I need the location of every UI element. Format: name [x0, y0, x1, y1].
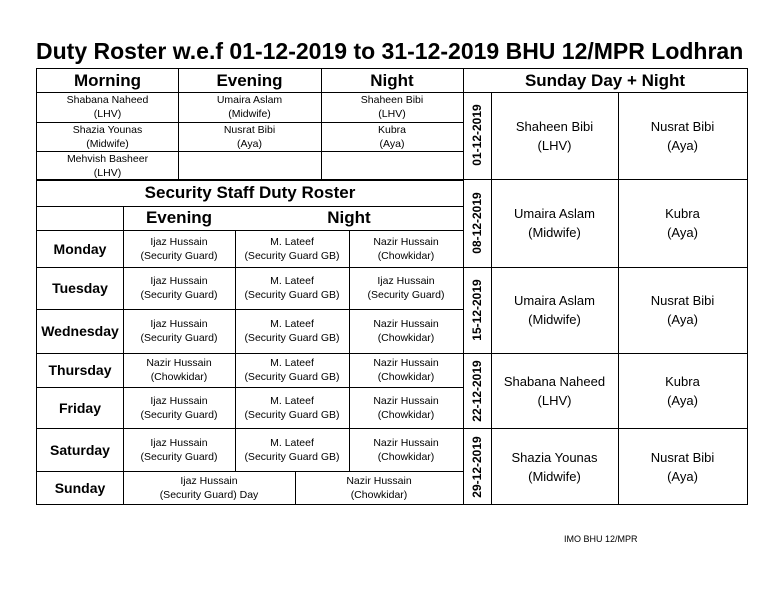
staff-role: (Aya): [667, 137, 698, 153]
staff-name: Ijaz Hussain: [150, 318, 208, 330]
security-cell: [123, 428, 235, 471]
staff-name: Nazir Hussain: [373, 235, 439, 248]
staff-name: Ijaz Hussain: [150, 235, 208, 248]
sunday-duty-cell: [491, 92, 618, 179]
staff-name: M. Lateef: [270, 394, 314, 407]
security-cell: [235, 267, 349, 309]
staff-role: (Aya): [667, 312, 698, 327]
day-label: Tuesday: [52, 280, 108, 296]
staff-name: Nazir Hussain: [373, 318, 439, 330]
staff-name: Kubra: [377, 123, 407, 136]
staff-role: (Midwife): [528, 312, 581, 327]
security-cell: [349, 309, 463, 353]
staff-role: (Aya): [667, 468, 698, 484]
sunday-date: 29-12-2019: [470, 436, 484, 498]
staff-cell: [321, 122, 463, 151]
staff-role: (Aya): [667, 225, 698, 240]
staff-role: (Midwife): [528, 225, 581, 240]
security-title: Security Staff Duty Roster: [144, 183, 356, 202]
staff-name: Umaira Aslam: [216, 94, 283, 106]
staff-name: Nusrat Bibi: [650, 118, 715, 134]
staff-role: (Security Guard) Day: [159, 489, 259, 501]
sunday-duty-cell: [491, 353, 618, 428]
sunday-duty-cell: [618, 92, 747, 179]
security-cell: [123, 387, 235, 428]
staff-role: (Security Guard): [367, 289, 445, 301]
sunday-date: 01-12-2019: [470, 104, 484, 166]
security-cell: [123, 309, 235, 353]
header-night: Night: [370, 70, 414, 90]
staff-name: Kubra: [665, 373, 700, 389]
sunday-duty-cell: [491, 179, 618, 267]
staff-role: (Security Guard GB): [244, 408, 340, 421]
day-label: Friday: [58, 399, 101, 416]
staff-role: (Chowkidar): [350, 489, 408, 501]
security-cell: [235, 353, 349, 387]
staff-role: (Security Guard): [140, 289, 218, 301]
sunday-duty-cell: [618, 428, 747, 505]
sunday-duty-cell: [618, 179, 747, 267]
header-morning: Morning: [73, 70, 142, 90]
sunday-date: 08-12-2019: [470, 192, 484, 254]
sunday-duty-cell: [618, 353, 747, 428]
staff-name: Shazia Younas: [72, 123, 143, 136]
staff-name: Nazir Hussain: [346, 475, 412, 487]
staff-cell: [321, 92, 463, 122]
staff-role: (Security Guard GB): [244, 371, 340, 383]
staff-role: (Chowkidar): [377, 249, 435, 262]
staff-cell: [37, 151, 178, 180]
day-label: Thursday: [48, 362, 112, 378]
staff-name: Nazir Hussain: [146, 357, 212, 369]
staff-role: (Security Guard): [140, 450, 218, 463]
security-cell: [349, 230, 463, 267]
staff-name: Shabana Naheed: [66, 94, 149, 106]
staff-name: Shaheen Bibi: [515, 118, 594, 134]
staff-name: Mehvish Basheer: [66, 152, 149, 165]
staff-role: (LHV): [378, 108, 406, 120]
security-cell: [123, 471, 295, 505]
staff-name: Shaheen Bibi: [360, 94, 424, 106]
grid-line: [463, 69, 464, 505]
staff-name: M. Lateef: [270, 318, 314, 330]
staff-role: (Security Guard GB): [244, 249, 340, 262]
staff-role: (Chowkidar): [150, 371, 208, 383]
security-cell: [123, 230, 235, 267]
staff-role: (Chowkidar): [377, 371, 435, 383]
staff-cell: [178, 122, 321, 151]
staff-name: Nusrat Bibi: [650, 449, 715, 465]
security-cell: [349, 428, 463, 471]
staff-role: (Chowkidar): [377, 408, 435, 421]
staff-role: (Security Guard): [140, 332, 218, 344]
staff-cell: [37, 122, 178, 151]
staff-role: (Midwife): [228, 108, 271, 120]
staff-role: (LHV): [93, 108, 122, 120]
staff-name: Shazia Younas: [511, 449, 598, 465]
staff-name: Ijaz Hussain: [150, 275, 208, 287]
staff-name: Nusrat Bibi: [223, 123, 276, 136]
staff-name: Umaira Aslam: [514, 293, 595, 308]
staff-name: Ijaz Hussain: [150, 436, 208, 449]
staff-role: (LHV): [93, 166, 122, 179]
staff-name: Nusrat Bibi: [650, 293, 715, 308]
footer-signature: IMO BHU 12/MPR: [564, 534, 638, 544]
staff-name: Nazir Hussain: [373, 357, 439, 369]
day-label: Wednesday: [41, 323, 119, 339]
staff-role: (LHV): [537, 137, 572, 153]
security-cell: [123, 267, 235, 309]
staff-role: (Security Guard GB): [244, 450, 340, 463]
security-cell: [235, 309, 349, 353]
staff-role: (Security Guard): [140, 408, 218, 421]
security-header-evening: Evening: [145, 208, 213, 227]
security-header-night: Night: [327, 208, 371, 227]
security-cell: [235, 428, 349, 471]
page-title: Duty Roster w.e.f 01-12-2019 to 31-12-2019 BHU 12/MPR Lodhran: [36, 38, 744, 64]
staff-name: Nazir Hussain: [373, 436, 439, 449]
staff-role: (Aya): [379, 137, 405, 150]
security-cell: [235, 230, 349, 267]
day-label: Saturday: [50, 441, 110, 458]
staff-name: Umaira Aslam: [514, 206, 595, 221]
staff-cell: [178, 92, 321, 122]
staff-name: Ijaz Hussain: [377, 275, 435, 287]
staff-role: (Chowkidar): [377, 332, 435, 344]
staff-name: Nazir Hussain: [373, 394, 439, 407]
security-cell: [235, 387, 349, 428]
sunday-duty-cell: [618, 267, 747, 353]
staff-name: Kubra: [665, 206, 700, 221]
staff-role: (Chowkidar): [377, 450, 435, 463]
security-cell: [349, 387, 463, 428]
staff-role: (Security Guard GB): [244, 289, 340, 301]
staff-name: Shabana Naheed: [503, 373, 606, 389]
staff-name: M. Lateef: [270, 357, 314, 369]
staff-role: (Midwife): [528, 468, 581, 484]
staff-name: M. Lateef: [270, 436, 314, 449]
sunday-date: 15-12-2019: [470, 279, 484, 341]
staff-role: (Security Guard): [140, 249, 218, 262]
day-label: Sunday: [54, 480, 106, 496]
staff-name: Ijaz Hussain: [180, 475, 238, 487]
staff-role: (Aya): [667, 392, 698, 408]
sunday-duty-cell: [491, 428, 618, 505]
header-sunday: Sunday Day + Night: [524, 70, 686, 90]
security-cell: [295, 471, 463, 505]
sunday-date: 22-12-2019: [470, 360, 484, 422]
security-cell: [349, 267, 463, 309]
header-evening: Evening: [216, 70, 283, 90]
roster-table: [36, 68, 748, 505]
sunday-duty-cell: [491, 267, 618, 353]
security-cell: [349, 353, 463, 387]
staff-name: M. Lateef: [270, 275, 314, 287]
security-cell: [123, 353, 235, 387]
staff-role: (LHV): [537, 392, 572, 408]
staff-role: (Aya): [237, 137, 262, 150]
staff-name: Ijaz Hussain: [150, 394, 208, 407]
staff-name: M. Lateef: [270, 235, 314, 248]
staff-role: (Midwife): [86, 137, 129, 150]
day-label: Monday: [53, 240, 107, 257]
staff-role: (Security Guard GB): [244, 332, 340, 344]
staff-cell: [37, 92, 178, 122]
